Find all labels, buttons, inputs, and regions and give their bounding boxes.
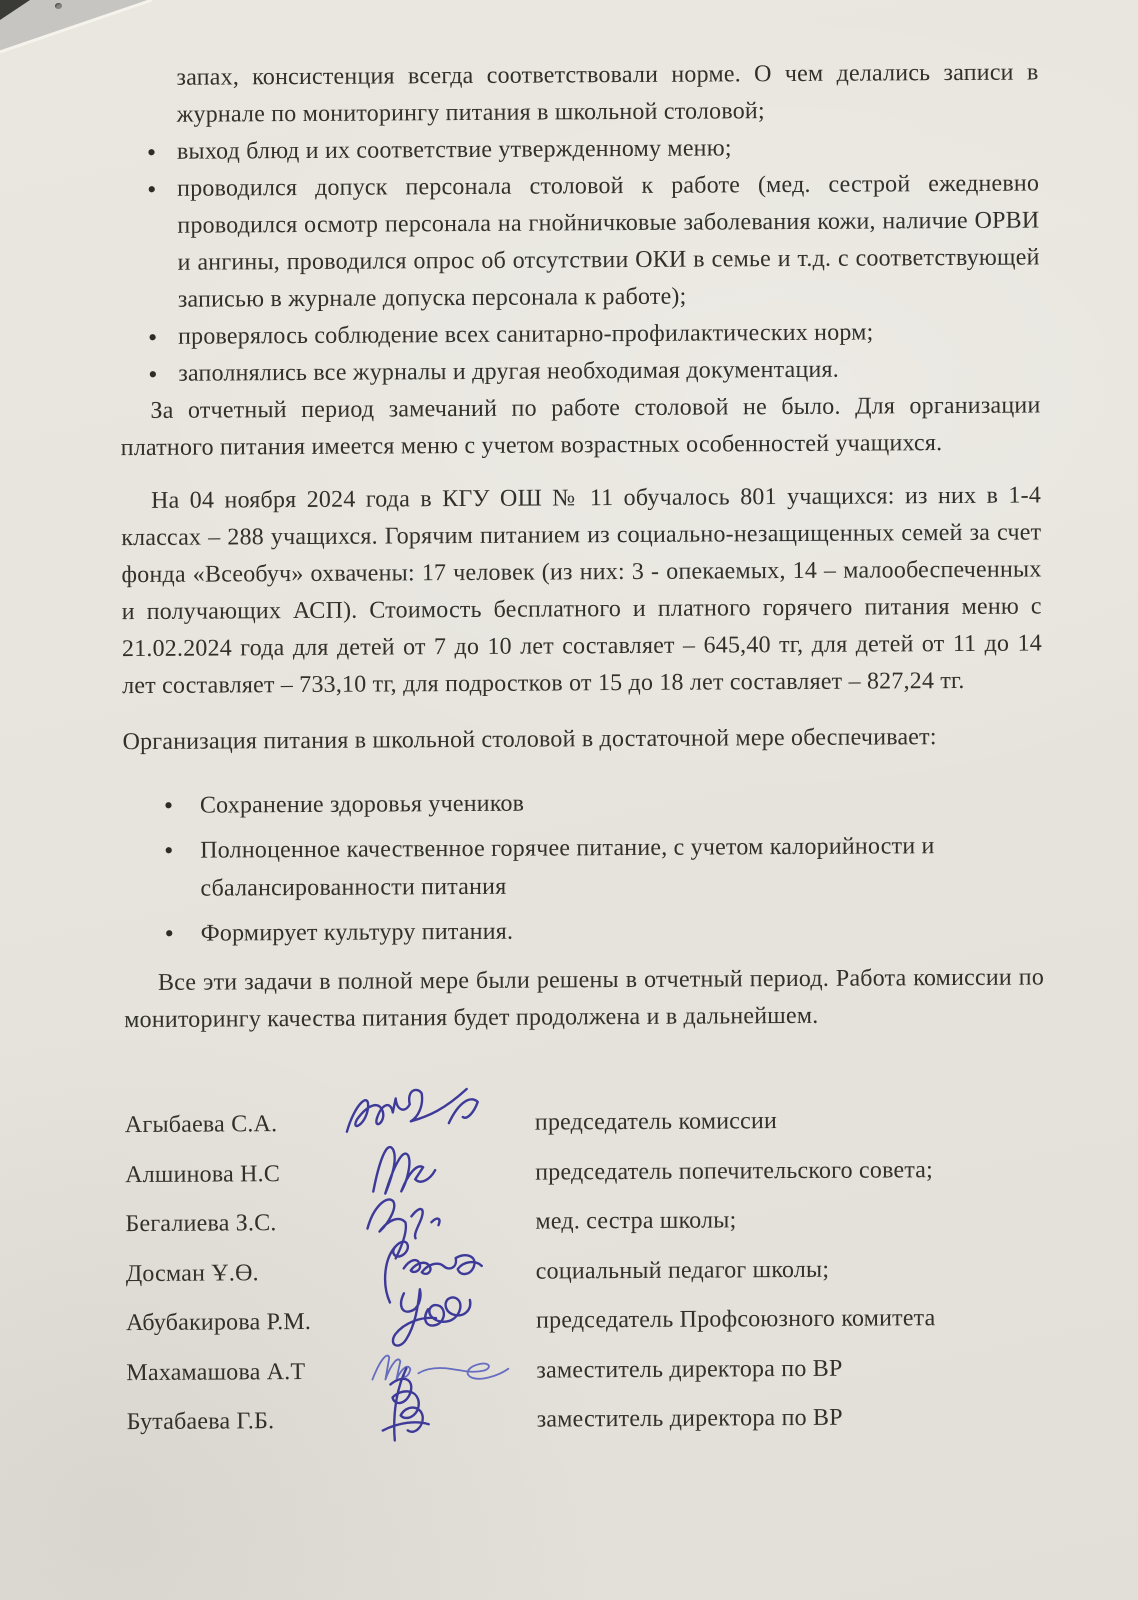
paragraph-enrollment-stats: На 04 ноября 2024 года в КГУ ОШ № 11 обучалось 801 учащихся: из них в 1-4 классах – 288 учащихся. Горячим питанием из социально-незащищенных семей за счет фонда «Всеобуч» охвачены: 17 человек (из них: 3 - опекаемых, 14 – малообеспеченных и получающих АСП). Стоимость бесплатного и платного горячего питания меню с 21.02.2024 года для детей от 7 до 10 лет составляет – 645,40 тг, для детей от 11 до 14 лет составляет – 733,10 тг, для подростков от 15 до 18 лет составляет – 827,24 тг. <box>121 482 1043 700</box>
bullet-item: • заполнялись все журналы и другая необходимая документация. <box>178 350 1040 392</box>
signatory-name: Бегалиева З.С. <box>125 1210 277 1238</box>
bullet-item: • Полноценное качественное горячее питание, с учетом калорийности и сбалансированности питания <box>200 826 1043 907</box>
signature-block <box>125 1095 1047 1447</box>
signatory-role: социальный педагог школы; <box>535 1256 830 1285</box>
signature-row <box>125 1095 1045 1150</box>
signatory-role: мед. сестра школы; <box>535 1207 737 1235</box>
monitoring-bullet-list <box>119 128 1041 393</box>
signatory-role: заместитель директора по ВР <box>536 1404 843 1433</box>
bullet-item: • проверялось соблюдение всех санитарно-профилактических норм; <box>178 313 1040 355</box>
provides-bullet-list <box>123 781 1044 953</box>
signatory-name: Абубакирова Р.М. <box>125 1309 312 1337</box>
signature-row <box>125 1145 1045 1200</box>
signature-row <box>125 1194 1045 1249</box>
signature-cell <box>327 1396 537 1446</box>
signature-row <box>126 1293 1046 1348</box>
signatory-name: Махамашова А.Т <box>126 1358 306 1386</box>
paragraph-organization-intro: Организация питания в школьной столовой в достаточной мере обеспечивает: <box>122 724 937 756</box>
bullet-item: • Формирует культуру питания. <box>201 909 1044 952</box>
signatory-name: Агыбаева С.А. <box>124 1111 278 1139</box>
signatory-name: Бутабаева Г.Б. <box>126 1408 275 1436</box>
paragraph-continuation: запах, консистенция всегда соответствовали норме. О чем делались записи в журнале по мониторингу питания в школьной столовой; <box>176 59 1039 128</box>
signature-ink-icon <box>358 1360 499 1461</box>
bullet-item: • проводился допуск персонала столовой к работе (мед. сестрой ежедневно проводился осмотр персонала на гнойничковые заболевания кожи, наличие ОРВИ и ангины, проводился опрос об отсутствии ОКИ в семье и т.д. с соответствующей записью в журнале допуска персонала к работе); <box>177 165 1040 318</box>
bullet-item: • выход блюд и их соответствие утвержденному меню; <box>177 128 1039 170</box>
bullet-item: • Сохранение здоровья учеников <box>200 781 1043 824</box>
signatory-role: председатель попечительского совета; <box>535 1156 934 1186</box>
signature-row <box>127 1392 1047 1447</box>
signature-row <box>126 1343 1046 1398</box>
signatory-role: председатель Профсоюзного комитета <box>535 1305 936 1334</box>
signatory-role: председатель комиссии <box>534 1108 778 1136</box>
signature-row <box>126 1244 1046 1299</box>
paragraph-report-period: За отчетный период замечаний по работе столовой не было. Для организации платного питания имеется меню с учетом возрастных особенностей учащихся. <box>120 392 1041 462</box>
signatory-name: Алшинова Н.С <box>125 1160 281 1188</box>
paragraph-conclusion: Все эти задачи в полной мере были решены в отчетный период. Работа комиссии по мониторингу качества питания будет продолжена и в дальнейшем. <box>124 964 1045 1034</box>
signatory-role: заместитель директора по ВР <box>536 1355 843 1384</box>
signatory-name: Досман Ұ.Ө. <box>125 1260 259 1287</box>
